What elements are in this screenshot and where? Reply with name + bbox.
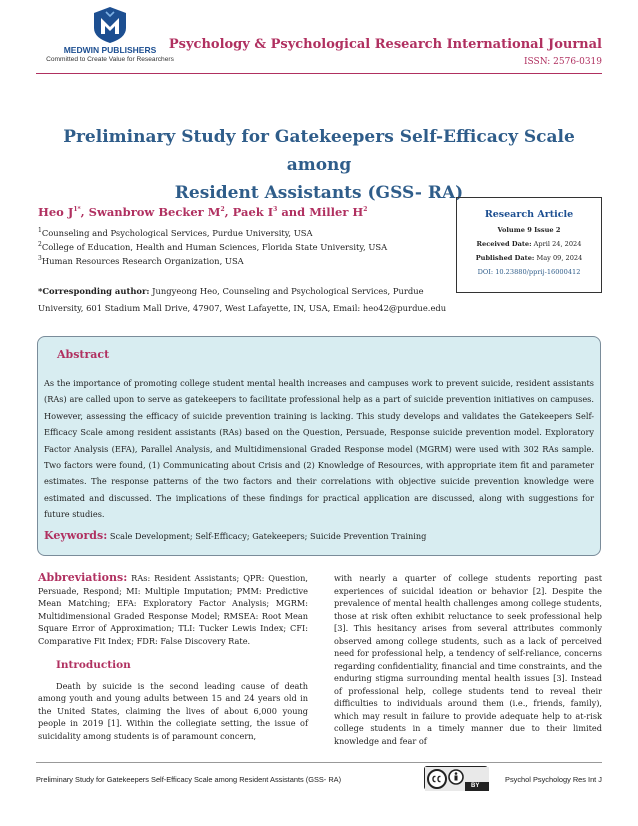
abbreviations-text: RAs: Resident Assistants; QPR: Question, Persuade, Respond; MI: Multiple Imputation; PMM: Predictive Mean Matching; EFA: Exploratory Factor Analysis; MGRM: Multidimensional Graded Response Model; RMSEA: Root Mean Square Error of Approximation; TLI: Tucker Lewis Index; CFI: Comparative Fit Index; FDR: False Discovery Rate. bbox=[38, 573, 308, 646]
received-date bbox=[457, 240, 601, 248]
introduction-paragraph: Death by suicide is the second leading cause of death among youth and young adults between 15 and 24 years old in the United States, claiming the lives of about 6,000 young people in 2019 [1]. Within the collegiate setting, the issue of suicidality among students is of paramount concern, bbox=[38, 680, 308, 741]
abbreviations bbox=[38, 572, 308, 647]
abstract-box bbox=[37, 336, 601, 556]
affiliation-text: Human Resources Research Organization, USA bbox=[41, 255, 244, 266]
keywords bbox=[44, 529, 594, 542]
body-column-left bbox=[38, 572, 308, 742]
journal-issn: ISSN: 2576-0319 bbox=[523, 57, 602, 67]
author-mark: 3 bbox=[273, 206, 278, 214]
author-name: Swanbrow Becker M bbox=[88, 205, 221, 219]
corresponding-author bbox=[38, 283, 458, 317]
article-volume bbox=[457, 226, 601, 234]
author-sep: , bbox=[224, 205, 233, 219]
keywords-text: Scale Development; Self-Efficacy; Gatekeepers; Suicide Prevention Training bbox=[107, 531, 427, 541]
license-badge-text: BY bbox=[471, 783, 480, 789]
footer-journal-abbrev: Psychol Psychology Res Int J bbox=[505, 775, 602, 784]
journal-title: Psychology & Psychological Research International Journal bbox=[168, 37, 602, 52]
author-mark: 2 bbox=[363, 206, 368, 214]
article-info-box bbox=[456, 197, 602, 293]
author-sep: and bbox=[277, 205, 310, 219]
affiliation-1 bbox=[38, 227, 313, 238]
author-name: Heo J bbox=[38, 205, 74, 219]
published-label: Published Date: bbox=[475, 254, 535, 262]
published-date bbox=[457, 254, 601, 262]
publisher-tagline: Committed to Create Value for Researchers bbox=[46, 56, 174, 63]
header-divider bbox=[36, 73, 602, 74]
author-mark: 1* bbox=[73, 206, 81, 214]
author-name: Miller H bbox=[309, 205, 364, 219]
affiliation-3 bbox=[38, 255, 244, 266]
author-name: Paek I bbox=[232, 205, 274, 219]
affiliation-text: College of Education, Health and Human Sciences, Florida State University, USA bbox=[41, 241, 388, 252]
paper-title-line-2: Resident Assistants (GSS- RA) bbox=[174, 183, 464, 203]
volume-text: Volume 9 Issue 2 bbox=[497, 226, 561, 234]
received-label: Received Date: bbox=[476, 240, 532, 248]
author-list bbox=[38, 205, 367, 219]
cc-by-icon bbox=[424, 766, 488, 790]
medwin-m-shield-icon bbox=[92, 6, 128, 44]
doi-link[interactable]: DOI: 10.23880/pprij-16000412 bbox=[477, 268, 581, 276]
author-mark: 2 bbox=[220, 206, 225, 214]
publisher-logo bbox=[30, 6, 190, 70]
publisher-name: MEDWIN PUBLISHERS bbox=[63, 45, 157, 55]
corresponding-text: Jungyeong Heo, Counseling and Psychological Services, Purdue University, 601 Stadium Mall Drive, 47907, West Lafayette, IN, USA, Email: heo42@purdue.edu bbox=[38, 286, 447, 313]
affiliation-num: 1 bbox=[38, 227, 42, 234]
paper-title-line-1: Preliminary Study for Gatekeepers Self-Efficacy Scale among bbox=[63, 127, 575, 175]
affiliation-2 bbox=[38, 241, 387, 252]
author-sep: , bbox=[80, 205, 89, 219]
body-paragraph: with nearly a quarter of college students reporting past experiences of suicidal ideation or behavior [2]. Despite the prevalence of mental health challenges among college students, those at risk often exhibit reluctance to seek professional help [3]. This hesitancy arises from several attributes commonly observed among college students, such as a lack of perceived need for professional help, a tendency of self-reliance, concerns regarding confidentiality, financial and time constraints, and the enduring stigma surrounding mental health issues [3]. Instead of professional help, college students tend to reveal their difficulties to individuals around them (i.e., friends, family), which may result in failure to provide adequate help to at-risk college students in a timely manner due to their limited knowledge and fear of bbox=[334, 573, 602, 746]
abstract-text: As the importance of promoting college student mental health increases and campuses work to prevent suicide, resident assistants (RAs) are called upon to serve as gatekeepers to facilitate professional help as a part of suicide prevention initiatives on campuses. However, assessing the efficacy of suicide prevention training is lacking. This study develops and validates the Gatekeepers Self-Efficacy Scale among resident assistants (RAs) based on the Question, Persuade, Response suicide prevention model. Exploratory Factor Analysis (EFA), Parallel Analysis, and Multidimensional Graded Response model (MGRM) were used with 302 RAs sample. Two factors were found, (1) Communicating about Crisis and (2) Knowledge of Resources, with appropriate item fit and parameter estimates. The response patterns of the two factors and their correlations with objective suicide prevention knowledge were estimated and discussed. The implications of these findings for practical application are discussed, along with suggestions for future studies. bbox=[44, 378, 594, 520]
affiliation-num: 2 bbox=[38, 241, 42, 248]
article-type: Research Article bbox=[484, 209, 574, 220]
keywords-label: Keywords: bbox=[44, 529, 108, 542]
paper-title bbox=[40, 123, 598, 207]
received-value: April 24, 2024 bbox=[531, 240, 582, 248]
published-value: May 09, 2024 bbox=[534, 254, 583, 262]
footer-divider bbox=[36, 762, 602, 763]
abbreviations-label: Abbreviations: bbox=[38, 571, 128, 584]
corresponding-label: *Corresponding author: bbox=[38, 286, 150, 296]
body-column-right bbox=[334, 572, 602, 747]
affiliation-num: 3 bbox=[38, 255, 42, 262]
abstract-heading: Abstract bbox=[57, 348, 110, 361]
affiliation-text: Counseling and Psychological Services, Purdue University, USA bbox=[41, 227, 313, 238]
introduction-heading: Introduction bbox=[56, 659, 131, 671]
footer-running-title: Preliminary Study for Gatekeepers Self-Efficacy Scale among Resident Assistants (GSS- RA) bbox=[36, 775, 342, 784]
